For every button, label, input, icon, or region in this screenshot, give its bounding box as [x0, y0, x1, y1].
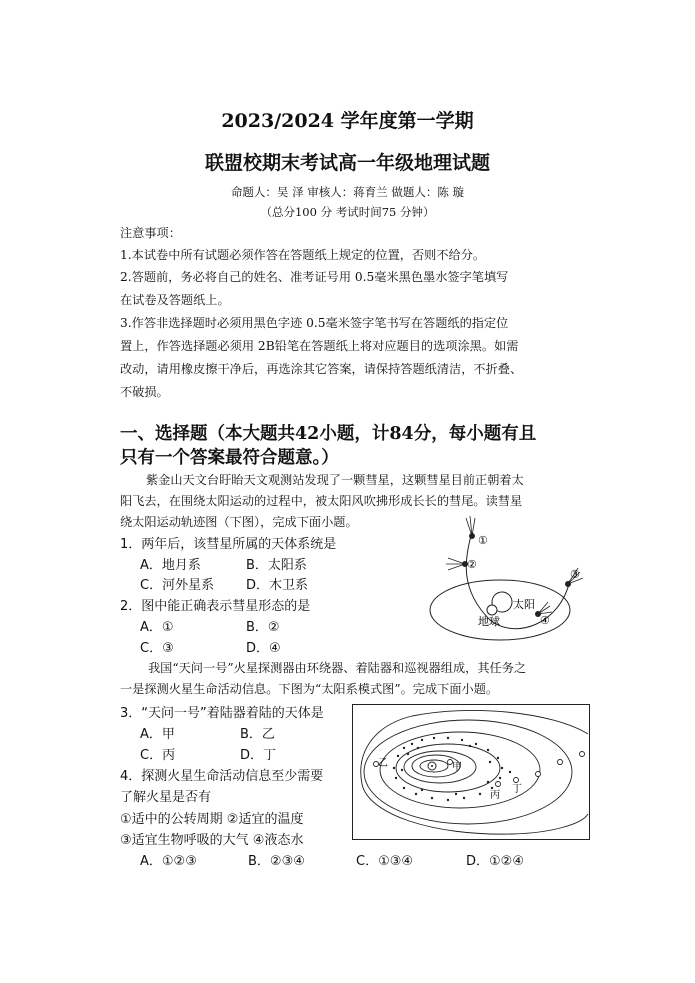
note-line: 置上，作答选择题必须用 2B铅笔在答题纸上将对应题目的选项涂黑。如需	[120, 339, 519, 353]
earth-circle	[487, 605, 497, 615]
option-b: B．乙	[240, 727, 275, 742]
option-c: C．丙	[140, 748, 176, 763]
planet-marker	[496, 782, 501, 787]
option-b: B．②③④	[248, 854, 305, 869]
note-line: 3.作答非选择题时必须用黑色字迹 0.5毫米签字笔书写在答题纸的指定位	[120, 316, 509, 330]
option-b: B．②	[246, 620, 280, 635]
option-d: D．④	[246, 641, 281, 656]
option-b: B．太阳系	[246, 558, 307, 573]
option-c: C．③	[140, 641, 174, 656]
note-line: 在试卷及答题纸上。	[120, 293, 230, 307]
exam-term-title: 2023/2024 学年度第一学期	[221, 110, 474, 132]
option-c: C．河外星系	[140, 578, 215, 593]
section-heading: 只有一个答案最符合题意。）	[120, 448, 339, 468]
planet-marker	[514, 778, 519, 783]
comet-label-1: ①	[478, 534, 488, 547]
option-d: D．①②④	[466, 854, 524, 869]
comet-tail	[538, 602, 552, 614]
option-d: D．木卫系	[246, 578, 309, 593]
passage-line: 我国“天问一号”火星探测器由环绕器、着陆器和巡视器组成，其任务之	[148, 661, 527, 675]
solar-system-figure	[352, 704, 590, 840]
question-stem: 2．图中能正确表示彗星形态的是	[120, 599, 311, 614]
note-line: 1.本试卷中所有试题必须作答在答题纸上规定的位置，否则不给分。	[120, 248, 486, 262]
authors-line: 命题人：吴 泽 审核人：蒋育兰 做题人：陈 璇	[230, 185, 465, 199]
question-stem: 3．“天问一号”着陆器着陆的天体是	[120, 706, 324, 721]
planet-marker	[580, 752, 585, 757]
option-statements: ①适中的公转周期 ②适宜的温度	[120, 812, 304, 827]
comet-label-4: ④	[540, 614, 550, 627]
question-stem: 了解火星是否有	[120, 790, 212, 805]
option-a: A．①②③	[140, 854, 197, 869]
option-a: A．①	[140, 620, 174, 635]
exam-info: （总分100 分 考试时间75 分钟）	[260, 205, 435, 219]
passage-line: 紫金山天文台盱眙天文观测站发现了一颗彗星，这颗彗星目前正朝着太	[146, 473, 524, 487]
option-a: A．地月系	[140, 558, 201, 573]
figure-frame	[353, 705, 590, 840]
comet-tail	[446, 558, 465, 570]
section-heading: 一、选择题（本大题共42小题，计84分，每小题有且	[120, 424, 537, 444]
planet-marker	[536, 772, 541, 777]
comet-label-2: ②	[467, 558, 477, 571]
note-line: 改动，请用橡皮擦干净后，再选涂其它答案，请保持答题纸清洁，不折叠、	[120, 362, 523, 376]
option-a: A．甲	[140, 727, 175, 742]
option-d: D．丁	[240, 748, 277, 763]
planet-label-jia: 甲	[452, 762, 462, 773]
planet-label-yi: 乙	[378, 758, 388, 769]
question-stem: 1．两年后，该彗星所属的天体系统是	[120, 537, 337, 552]
earth-label: 地球	[478, 615, 500, 628]
sun-center	[431, 765, 433, 767]
comet-orbit-figure	[420, 510, 590, 660]
question-stem: 4．探测火星生命活动信息至少需要	[120, 769, 324, 784]
comet-tail	[466, 516, 475, 536]
exam-title: 联盟校期末考试高一年级地理试题	[204, 152, 490, 174]
planet-label-bing: 丙	[490, 790, 500, 801]
passage-line: 阳飞去，在围绕太阳运动的过程中，被太阳风吹拂形成长长的彗尾。读彗星	[120, 494, 523, 508]
passage-line: 绕太阳运动轨迹图（下图），完成下面小题。	[120, 515, 358, 529]
notes-heading: 注意事项：	[120, 226, 181, 240]
comet-label-3: ③	[570, 568, 580, 581]
sun-label: 太阳	[513, 598, 535, 611]
planet-label-ding: 丁	[512, 784, 522, 795]
option-c: C．①③④	[356, 854, 414, 869]
passage-line: 一是探测火星生命活动信息。下图为“太阳系模式图”。完成下面小题。	[120, 682, 499, 696]
note-line: 不破损。	[120, 385, 169, 399]
option-statements: ③适宜生物呼吸的大气 ④液态水	[120, 833, 304, 848]
planet-marker	[558, 760, 563, 765]
note-line: 2.答题前，务必将自己的姓名、准考证号用 0.5毫米黑色墨水签字笔填写	[120, 270, 509, 284]
